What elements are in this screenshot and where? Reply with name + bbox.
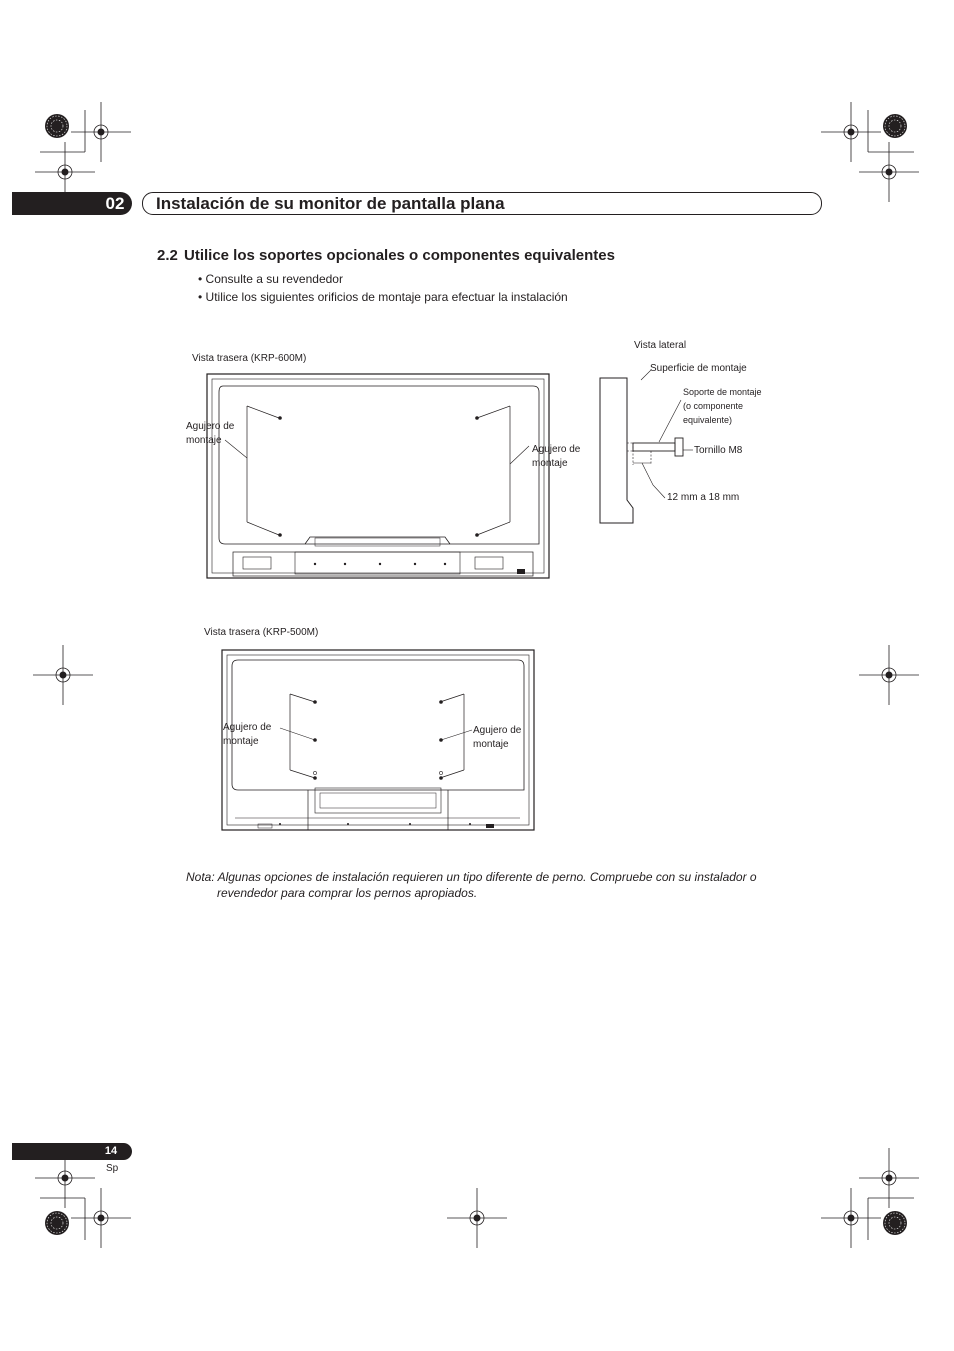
hole-label: Agujero de montaje	[186, 421, 235, 446]
bullet-item: • Consulte a su revendedor	[198, 272, 343, 286]
side-view-diagram	[595, 370, 705, 530]
figure-600-caption: Vista trasera (KRP-600M)	[192, 353, 307, 364]
screw-label: Tornillo M8	[694, 445, 743, 456]
figure-500-caption: Vista trasera (KRP-500M)	[204, 627, 319, 638]
section-title: Utilice los soportes opcionales o componentes equivalentes	[184, 247, 615, 264]
krp600-rear-view-diagram	[205, 372, 551, 582]
hole-label: Agujero de montaje	[532, 444, 581, 469]
chapter-title: Instalación de su monitor de pantalla plana	[156, 194, 505, 213]
bullet-item: • Utilice los siguientes orificios de montaje para efectuar la instalación	[198, 290, 568, 304]
note-text-continued: revendedor para comprar los pernos apropiados.	[217, 886, 478, 900]
surface-label: Superficie de montaje	[650, 363, 747, 374]
chapter-number: 02	[105, 194, 125, 213]
bracket-label: Soporte de montaje (o componente equivalente)	[683, 387, 762, 425]
hole-label: Agujero de montaje	[223, 722, 272, 747]
page-number: 14	[104, 1145, 118, 1157]
hole-label: Agujero de montaje	[473, 725, 522, 750]
side-view-caption: Vista lateral	[634, 340, 687, 351]
section-number: 2.2	[157, 247, 178, 264]
depth-label: 12 mm a 18 mm	[667, 492, 740, 503]
note-text: Nota: Algunas opciones de instalación requieren un tipo diferente de perno. Compruebe con su instalador o	[186, 870, 757, 884]
page-language: Sp	[106, 1163, 119, 1174]
